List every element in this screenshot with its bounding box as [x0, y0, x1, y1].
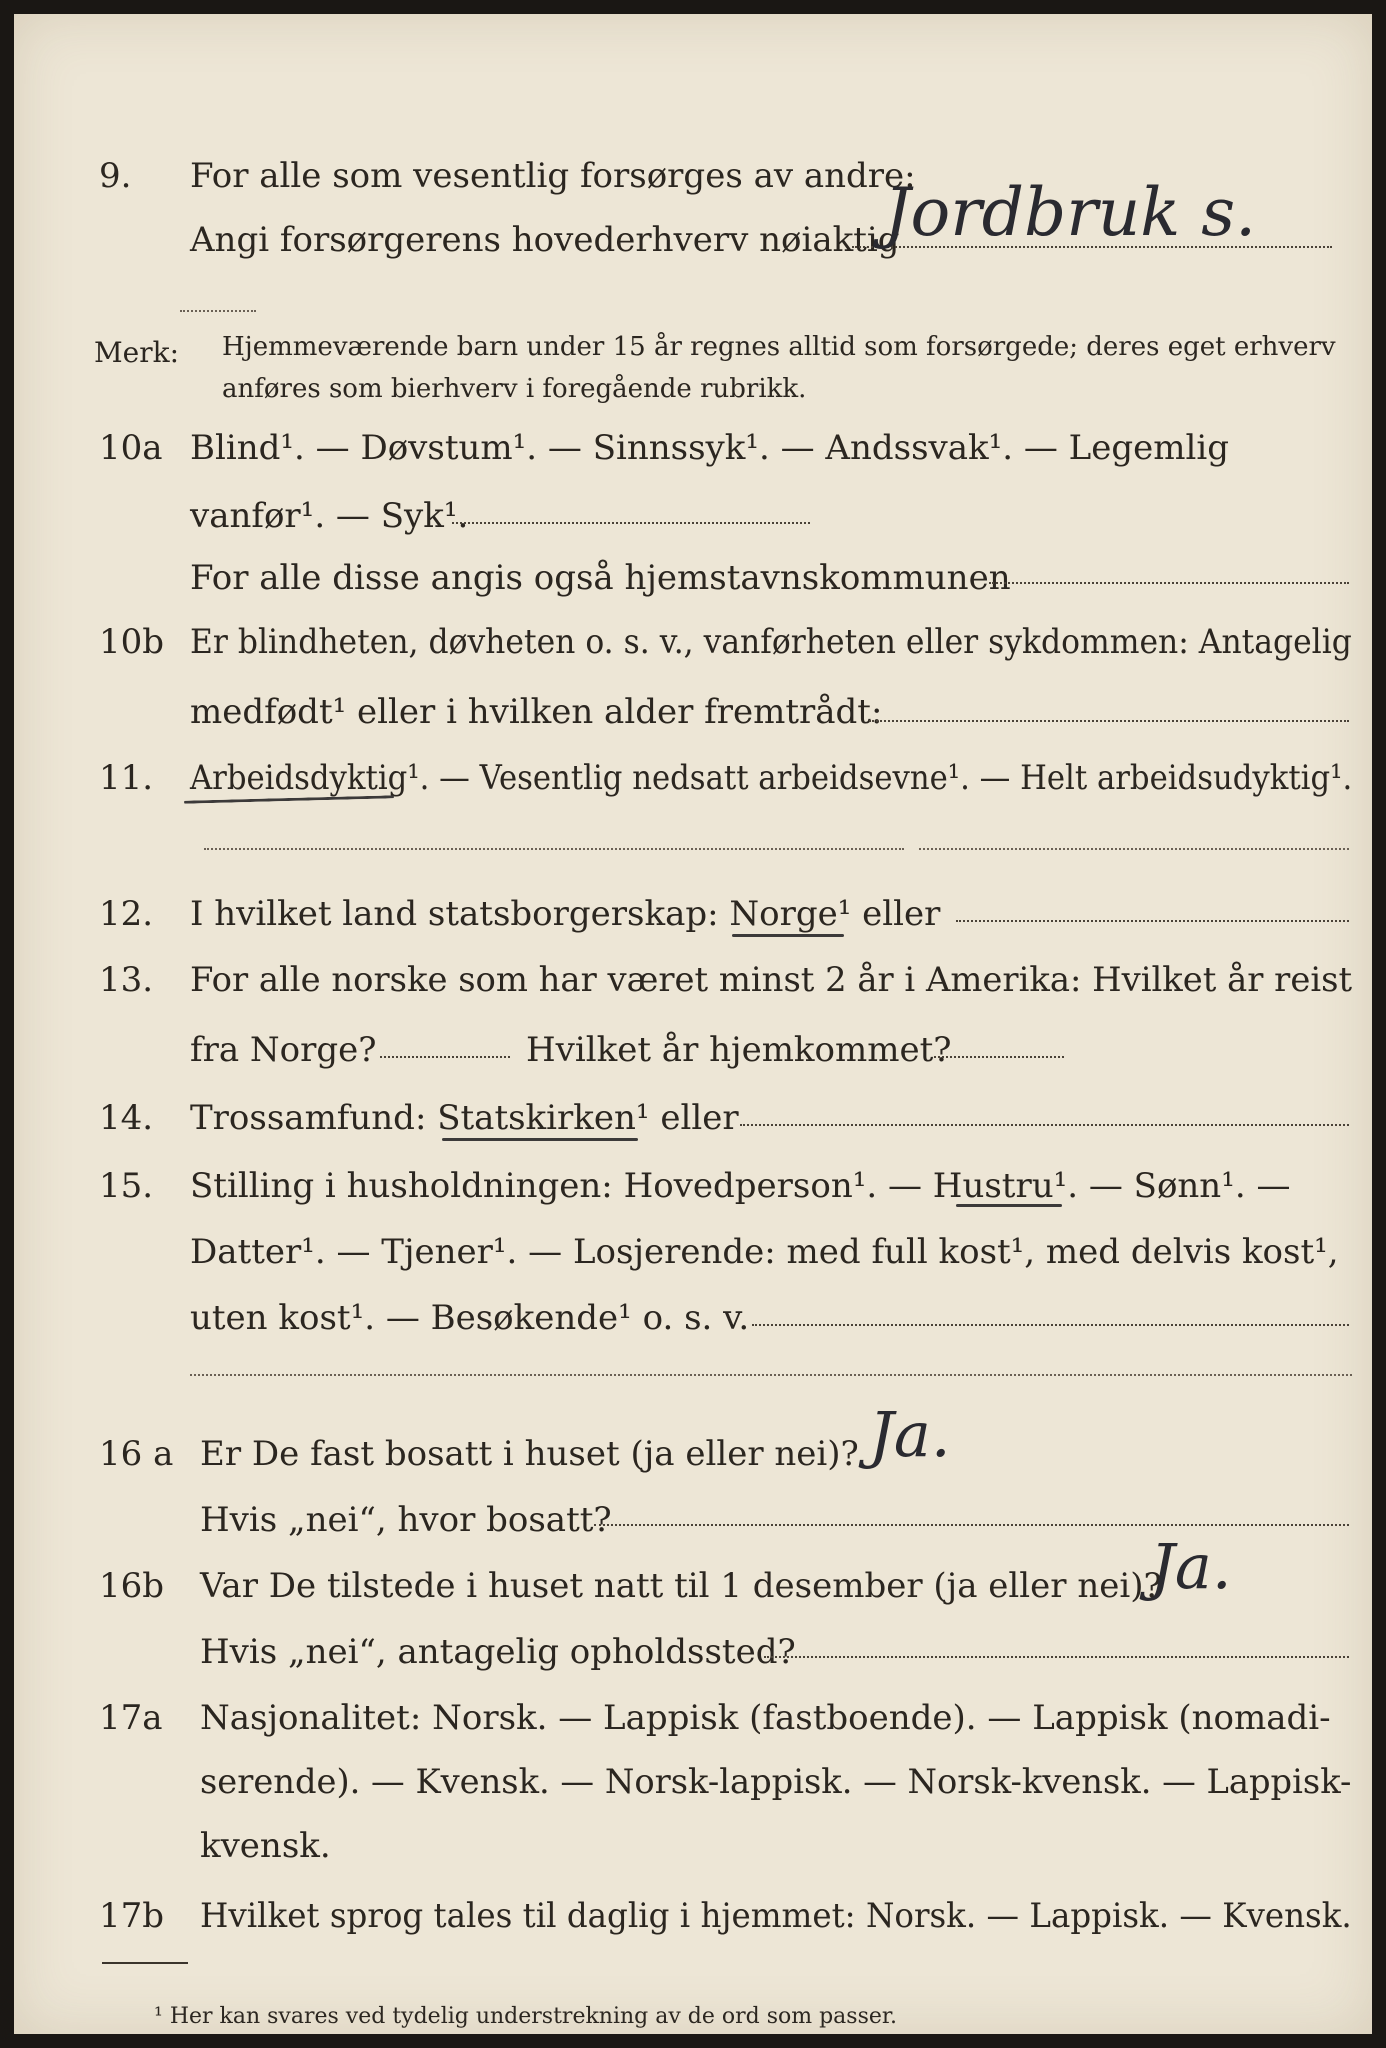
q17a-question-2: serende). — Kvensk. — Norsk-lappisk. — Norsk-kvensk. — Lappisk-: [200, 1762, 1352, 1802]
q10b-question: Er blindheten, døvheten o. s. v., vanførheten eller sykdommen: Antagelig: [190, 622, 1352, 662]
q13-year-returned-line: [934, 1056, 1064, 1058]
q10a-answer-line: [452, 522, 810, 524]
q10b-answer-line: [869, 720, 1349, 722]
q16b-number: 16b: [99, 1566, 165, 1606]
q10a-question: Blind¹. — Døvstum¹. — Sinnssyk¹. — Andssvak¹. — Legemlig: [190, 428, 1229, 468]
q15-extra-line: [190, 1374, 1352, 1376]
q17a-question: Nasjonalitet: Norsk. — Lappisk (fastboende). — Lappisk (nomadi-: [200, 1698, 1331, 1738]
q11-answer-line-b: [919, 848, 1349, 850]
q17a-question-3: kvensk.: [200, 1826, 331, 1866]
q16a-number: 16 a: [99, 1434, 174, 1474]
q10a-question-3: For alle disse angis også hjemstavnskommunen: [190, 558, 1011, 598]
q15-question-3: uten kost¹. — Besøkende¹ o. s. v.: [190, 1298, 750, 1338]
q13-year-left-line: [380, 1056, 510, 1058]
q17a-number: 17a: [99, 1698, 163, 1738]
census-form-page: [14, 14, 1372, 2034]
footnote: ¹ Her kan svares ved tydelig understrekning av de ord som passer.: [154, 2004, 897, 2029]
q10b-number: 10b: [99, 622, 165, 662]
q10a-number: 10a: [99, 428, 163, 468]
q10b-question-2: medfødt¹ eller i hvilken alder fremtrådt:: [190, 692, 883, 732]
q16a-question-2: Hvis „nei“, hvor bosatt?: [200, 1500, 612, 1540]
q9-handwritten-answer: Jordbruk s.: [884, 174, 1257, 251]
q14-answer-line: [740, 1124, 1349, 1126]
q17b-question: Hvilket sprog tales til daglig i hjemmet: Norsk. — Lappisk. — Kvensk.: [200, 1896, 1352, 1936]
q11-answer-line-a: [204, 848, 904, 850]
footnote-rule: [102, 1962, 188, 1964]
q16b-handwritten-answer: Ja.: [1150, 1530, 1232, 1603]
q9-question: For alle som vesentlig forsørges av andre:: [190, 156, 916, 196]
q15-answer-line: [752, 1324, 1349, 1326]
merk-line1: Hjemmeværende barn under 15 år regnes alltid som forsørgede; deres eget erhverv: [222, 332, 1336, 362]
q13-question: For alle norske som har været minst 2 år i Amerika: Hvilket år reist: [190, 960, 1353, 1000]
q9-number: 9.: [99, 156, 132, 196]
q16b-question-2: Hvis „nei“, antagelig opholdssted?: [200, 1632, 796, 1672]
q16a-handwritten-answer: Ja.: [869, 1398, 951, 1471]
q17b-number: 17b: [99, 1896, 165, 1936]
q12-underline-norge: [732, 934, 844, 937]
merk-line2: anføres som bierhverv i foregående rubrikk.: [222, 374, 807, 404]
q9-question-2: Angi forsørgerens hovederhverv nøiaktig: [190, 220, 900, 260]
q15-question: Stilling i husholdningen: Hovedperson¹. — Hustru¹. — Sønn¹. —: [190, 1166, 1291, 1206]
q15-underline-hustru: [956, 1204, 1062, 1207]
q13-question-2b: Hvilket år hjemkommet?: [526, 1030, 952, 1070]
merk-label: Merk:: [94, 336, 180, 369]
q14-question: Trossamfund: Statskirken¹ eller: [190, 1098, 739, 1138]
q16b-answer-line: [764, 1656, 1349, 1658]
q12-question: I hvilket land statsborgerskap: Norge¹ eller: [190, 894, 941, 934]
q15-question-2: Datter¹. — Tjener¹. — Losjerende: med full kost¹, med delvis kost¹,: [190, 1232, 1339, 1272]
q9-extra-rule: [180, 310, 256, 312]
q11-number: 11.: [99, 758, 154, 798]
q11-question: Arbeidsdyktig¹. — Vesentlig nedsatt arbeidsevne¹. — Helt arbeidsudyktig¹.: [190, 758, 1353, 798]
q15-number: 15.: [99, 1166, 154, 1206]
q16a-question: Er De fast bosatt i huset (ja eller nei)?: [200, 1434, 859, 1474]
q10a-home-municipality-line: [989, 582, 1349, 584]
q12-answer-line: [956, 920, 1349, 922]
q16b-question: Var De tilstede i huset natt til 1 desember (ja eller nei)?: [200, 1566, 1162, 1606]
q10a-question-2: vanfør¹. — Syk¹.: [190, 496, 469, 536]
q14-number: 14.: [99, 1098, 154, 1138]
q12-number: 12.: [99, 894, 154, 934]
q16a-answer-line: [594, 1524, 1349, 1526]
q14-underline-statskirken: [442, 1138, 638, 1141]
q13-number: 13.: [99, 960, 154, 1000]
q13-question-2a: fra Norge?: [190, 1030, 377, 1070]
